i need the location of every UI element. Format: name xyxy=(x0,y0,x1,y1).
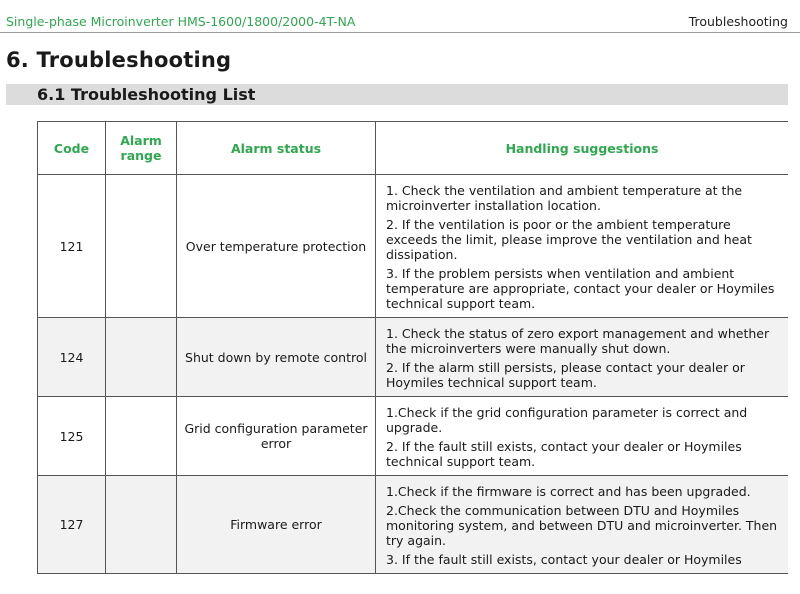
section-label: Troubleshooting xyxy=(688,14,788,29)
alarm-range-cell xyxy=(106,175,177,318)
alarm-status-cell: Grid configuration parameter error xyxy=(177,397,376,476)
suggestions-cell xyxy=(376,397,789,476)
alarm-range-cell xyxy=(106,397,177,476)
code-cell: 121 xyxy=(38,175,106,318)
page-header xyxy=(0,0,800,34)
troubleshooting-table xyxy=(37,121,788,574)
suggestions-cell xyxy=(376,175,789,318)
column-header-alarm-status: Alarm status xyxy=(177,122,376,175)
suggestion-item: 3. If the problem persists when ventilation and ambient temperature are appropriate, contact your dealer or Hoymiles technical support team. xyxy=(386,266,775,311)
alarm-status-cell: Firmware error xyxy=(177,476,376,574)
alarm-status-cell: Shut down by remote control xyxy=(177,318,376,397)
code-cell: 124 xyxy=(38,318,106,397)
product-title: Single-phase Microinverter HMS-1600/1800/2000-4T-NA xyxy=(6,14,356,29)
suggestion-item: 2.Check the communication between DTU and Hoymiles monitoring system, and between DTU and microinverter. Then try again. xyxy=(386,503,778,548)
table-row xyxy=(38,318,789,397)
suggestions-cell xyxy=(376,476,789,574)
suggestion-item: 2. If the fault still exists, contact your dealer or Hoymiles technical support team. xyxy=(386,439,742,469)
suggestion-item: 2. If the ventilation is poor or the ambient temperature exceeds the limit, please improve the ventilation and heat dissipation. xyxy=(386,217,752,262)
code-cell: 125 xyxy=(38,397,106,476)
header-divider xyxy=(0,32,800,33)
suggestions-cell xyxy=(376,318,789,397)
column-header-code: Code xyxy=(38,122,106,175)
alarm-status-cell: Over temperature protection xyxy=(177,175,376,318)
code-cell: 127 xyxy=(38,476,106,574)
troubleshooting-table-container xyxy=(37,121,788,582)
table-row xyxy=(38,397,789,476)
suggestion-item: 1. Check the ventilation and ambient temperature at the microinverter installation location. xyxy=(386,183,743,213)
suggestion-item: 2. If the alarm still persists, please contact your dealer or Hoymiles technical support team. xyxy=(386,360,745,390)
suggestion-item: 1.Check if the grid configuration parameter is correct and upgrade. xyxy=(386,405,748,435)
column-header-alarm-range: Alarm range xyxy=(106,122,177,175)
table-row xyxy=(38,476,789,574)
suggestion-item: 3. If the fault still exists, contact your dealer or Hoymiles xyxy=(386,552,742,567)
section-title: 6.1 Troubleshooting List xyxy=(37,85,256,104)
column-header-handling-suggestions: Handling suggestions xyxy=(376,122,789,175)
suggestion-item: 1.Check if the firmware is correct and has been upgraded. xyxy=(386,484,751,499)
suggestion-item: 1. Check the status of zero export management and whether the microinverters were manually shut down. xyxy=(386,326,770,356)
table-header-row xyxy=(38,122,789,175)
table-row xyxy=(38,175,789,318)
alarm-range-cell xyxy=(106,318,177,397)
alarm-range-cell xyxy=(106,476,177,574)
chapter-title: 6. Troubleshooting xyxy=(6,48,232,72)
